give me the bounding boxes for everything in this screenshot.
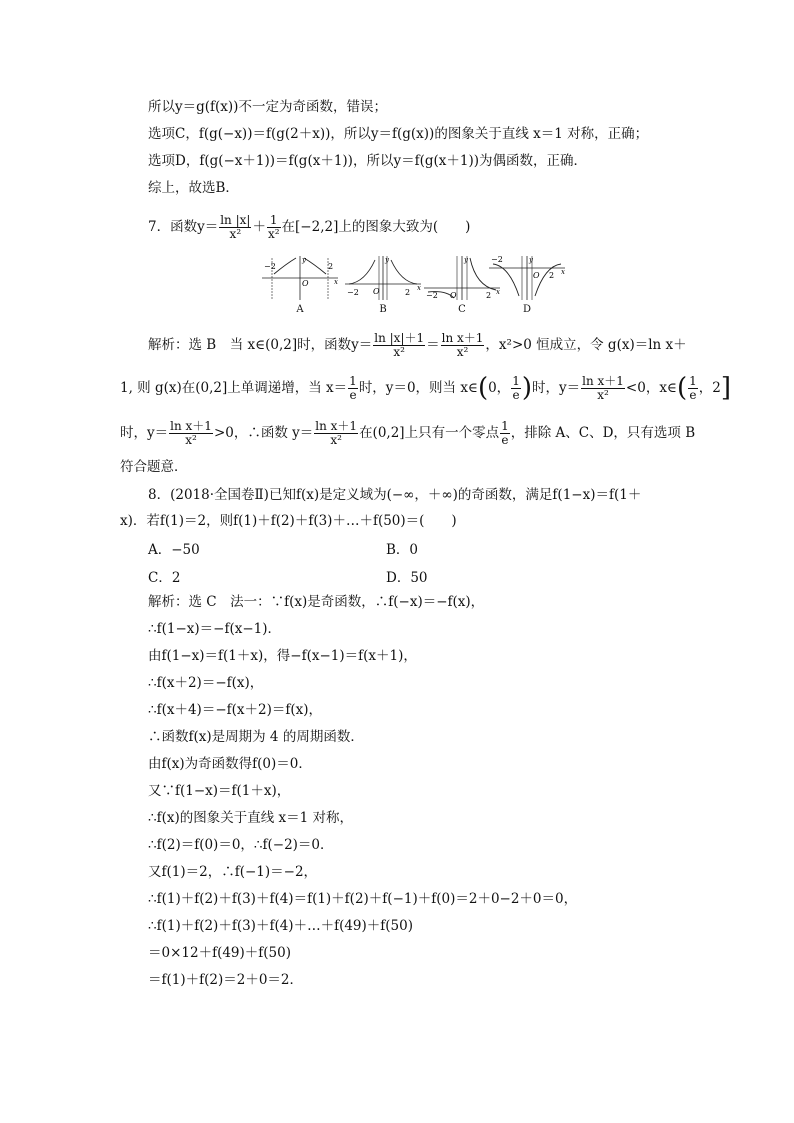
- graph-label: C: [458, 304, 466, 315]
- fraction: $\frac{1}{e}$: [349, 374, 357, 402]
- svg-text:2: 2: [328, 262, 334, 271]
- solution-8-line: ∴函数f(x)是周期为 4 的周期函数．: [148, 729, 364, 745]
- svg-text:2: 2: [549, 271, 555, 280]
- solution-8-line: ∴f(x＋2)＝−f(x)，: [148, 675, 264, 691]
- option-c: C．2: [148, 570, 181, 586]
- svg-text:O: O: [533, 271, 540, 280]
- solution-8-line: ∴f(x＋4)＝−f(x＋2)＝f(x)，: [148, 702, 323, 718]
- fraction: $\frac{1}{e}$: [512, 374, 520, 402]
- fraction: $\frac{\ln |x|+1}{\text{x²}}$: [374, 331, 425, 359]
- graph-d: [487, 254, 567, 302]
- solution-8-line: 又f(1)＝2，∴f(−1)＝−2，: [148, 864, 318, 880]
- solution-7-line: 解析：选 B 当 x∈(0,2]时，函数y＝ $\frac{\ln |x|+1}{\text{x²}}$ ＝ $\frac{\text{ln x＋1}}{\text{x²}}$ ，x²>0 恒成立，令 g(x)＝ln x＋: [148, 331, 687, 359]
- solution-8-line: ＝0×12＋f(49)＋f(50): [148, 945, 291, 961]
- text-line: 综上，故选B．: [148, 180, 239, 196]
- graph-b: [343, 254, 423, 302]
- svg-text:−2: −2: [264, 262, 276, 271]
- solution-7-line: 符合题意．: [120, 459, 188, 475]
- fraction: $\frac{\text{ln x＋1}}{\text{x²}}$: [582, 374, 624, 402]
- svg-text:y: y: [464, 256, 468, 264]
- fraction: $\frac{\text{ln x＋1}}{\text{x²}}$: [315, 419, 358, 447]
- graph-label: A: [296, 304, 304, 315]
- svg-text:−2: −2: [347, 288, 359, 297]
- text-line: 所以y＝g(f(x))不一定为奇函数，错误；: [148, 99, 387, 115]
- svg-text:y: y: [529, 256, 533, 264]
- solution-7-line: 1, 则 g(x)在(0,2]上单调递增，当 x＝ $\frac{1}{e}$ 时，y＝0，则当 x∈(0， $\frac{1}{e}$ )时，y＝ $\frac{\text{ln x＋1}}{\text{x²}}$ <0，x∈( $\frac{1}{e}$ ，2]: [120, 373, 731, 403]
- solution-8-line: 由f(1−x)＝f(1＋x)，得−f(x−1)＝f(x＋1)，: [148, 648, 417, 664]
- svg-text:O: O: [450, 291, 457, 300]
- solution-8-line: ∴f(1)＋f(2)＋f(3)＋f(4)＋…＋f(49)＋f(50): [148, 918, 413, 934]
- svg-text:x: x: [417, 284, 421, 292]
- fraction: $\frac{1}{e}$: [689, 374, 697, 402]
- svg-text:O: O: [373, 287, 380, 296]
- solution-8-line: 又∵f(1−x)＝f(1＋x)，: [148, 783, 291, 799]
- fraction: $\frac{1}{\text{x²}}$: [267, 213, 280, 241]
- svg-text:O: O: [302, 279, 309, 288]
- svg-text:y: y: [302, 256, 306, 264]
- fraction: $\frac{\ln |x|}{\text{x²}}$: [220, 213, 251, 241]
- svg-text:2: 2: [486, 291, 492, 300]
- fraction: $\frac{\text{ln x＋1}}{\text{x²}}$: [441, 331, 484, 359]
- graph-label: D: [522, 304, 532, 315]
- question-8: 8．(2018·全国卷Ⅱ)已知f(x)是定义域为(−∞，＋∞)的奇函数，满足f(1−x)＝f(1＋: [148, 487, 642, 503]
- text-line: 选项C，f(g(−x))＝f(g(2＋x))，所以y＝f(g(x))的图象关于直线 x＝1 对称，正确；: [148, 126, 649, 142]
- graph-label: B: [379, 304, 387, 315]
- text-line: 选项D，f(g(−x＋1))＝f(g(x＋1))，所以y＝f(g(x＋1))为偶函数，正确．: [148, 153, 587, 169]
- solution-8-line: 解析：选 C 法一：∵f(x)是奇函数，∴f(−x)＝−f(x)，: [148, 594, 485, 610]
- solution-8-line: ＝f(1)＋f(2)＝2＋0＝2．: [148, 972, 304, 988]
- svg-text:x: x: [496, 288, 500, 296]
- svg-text:y: y: [385, 256, 389, 264]
- svg-text:−2: −2: [426, 291, 438, 300]
- solution-7-line: 时，y＝ $\frac{\text{ln x＋1}}{\text{x²}}$ >0，∴函数 y＝ $\frac{\text{ln x＋1}}{\text{x²}}$ 在(0,2]上只有一个零点 $\frac{1}{e}$ ，排除 A、C、D，只有选项 B: [120, 419, 696, 447]
- svg-text:x: x: [561, 268, 565, 276]
- solution-8-line: 由f(x)为奇函数得f(0)＝0．: [148, 756, 312, 772]
- svg-text:2: 2: [405, 288, 411, 297]
- graph-a: [260, 254, 340, 302]
- solution-8-line: ∴f(1−x)＝−f(x−1)．: [148, 621, 281, 637]
- option-b: B．0: [386, 542, 419, 558]
- question-7: 7．函数y＝ $\frac{\ln |x|}{\text{x²}}$ ＋ $\frac{1}{\text{x²}}$ 在[−2,2]上的图象大致为( ): [148, 213, 471, 241]
- svg-text:−2: −2: [491, 255, 503, 264]
- fraction: $\frac{1}{e}$: [501, 419, 509, 447]
- fraction: $\frac{\text{ln x＋1}}{\text{x²}}$: [170, 419, 212, 447]
- solution-8-line: ∴f(2)＝f(0)＝0，∴f(−2)＝0．: [148, 837, 334, 853]
- option-d: D．50: [386, 570, 428, 586]
- solution-8-line: ∴f(x)的图象关于直线 x＝1 对称，: [148, 810, 354, 826]
- svg-text:x: x: [334, 278, 338, 286]
- option-a: A．−50: [148, 542, 200, 558]
- question-8: x)．若f(1)＝2，则f(1)＋f(2)＋f(3)＋…＋f(50)＝( ): [120, 513, 457, 529]
- solution-8-line: ∴f(1)＋f(2)＋f(3)＋f(4)＝f(1)＋f(2)＋f(−1)＋f(0)＝2＋0−2＋0＝0，: [148, 891, 578, 907]
